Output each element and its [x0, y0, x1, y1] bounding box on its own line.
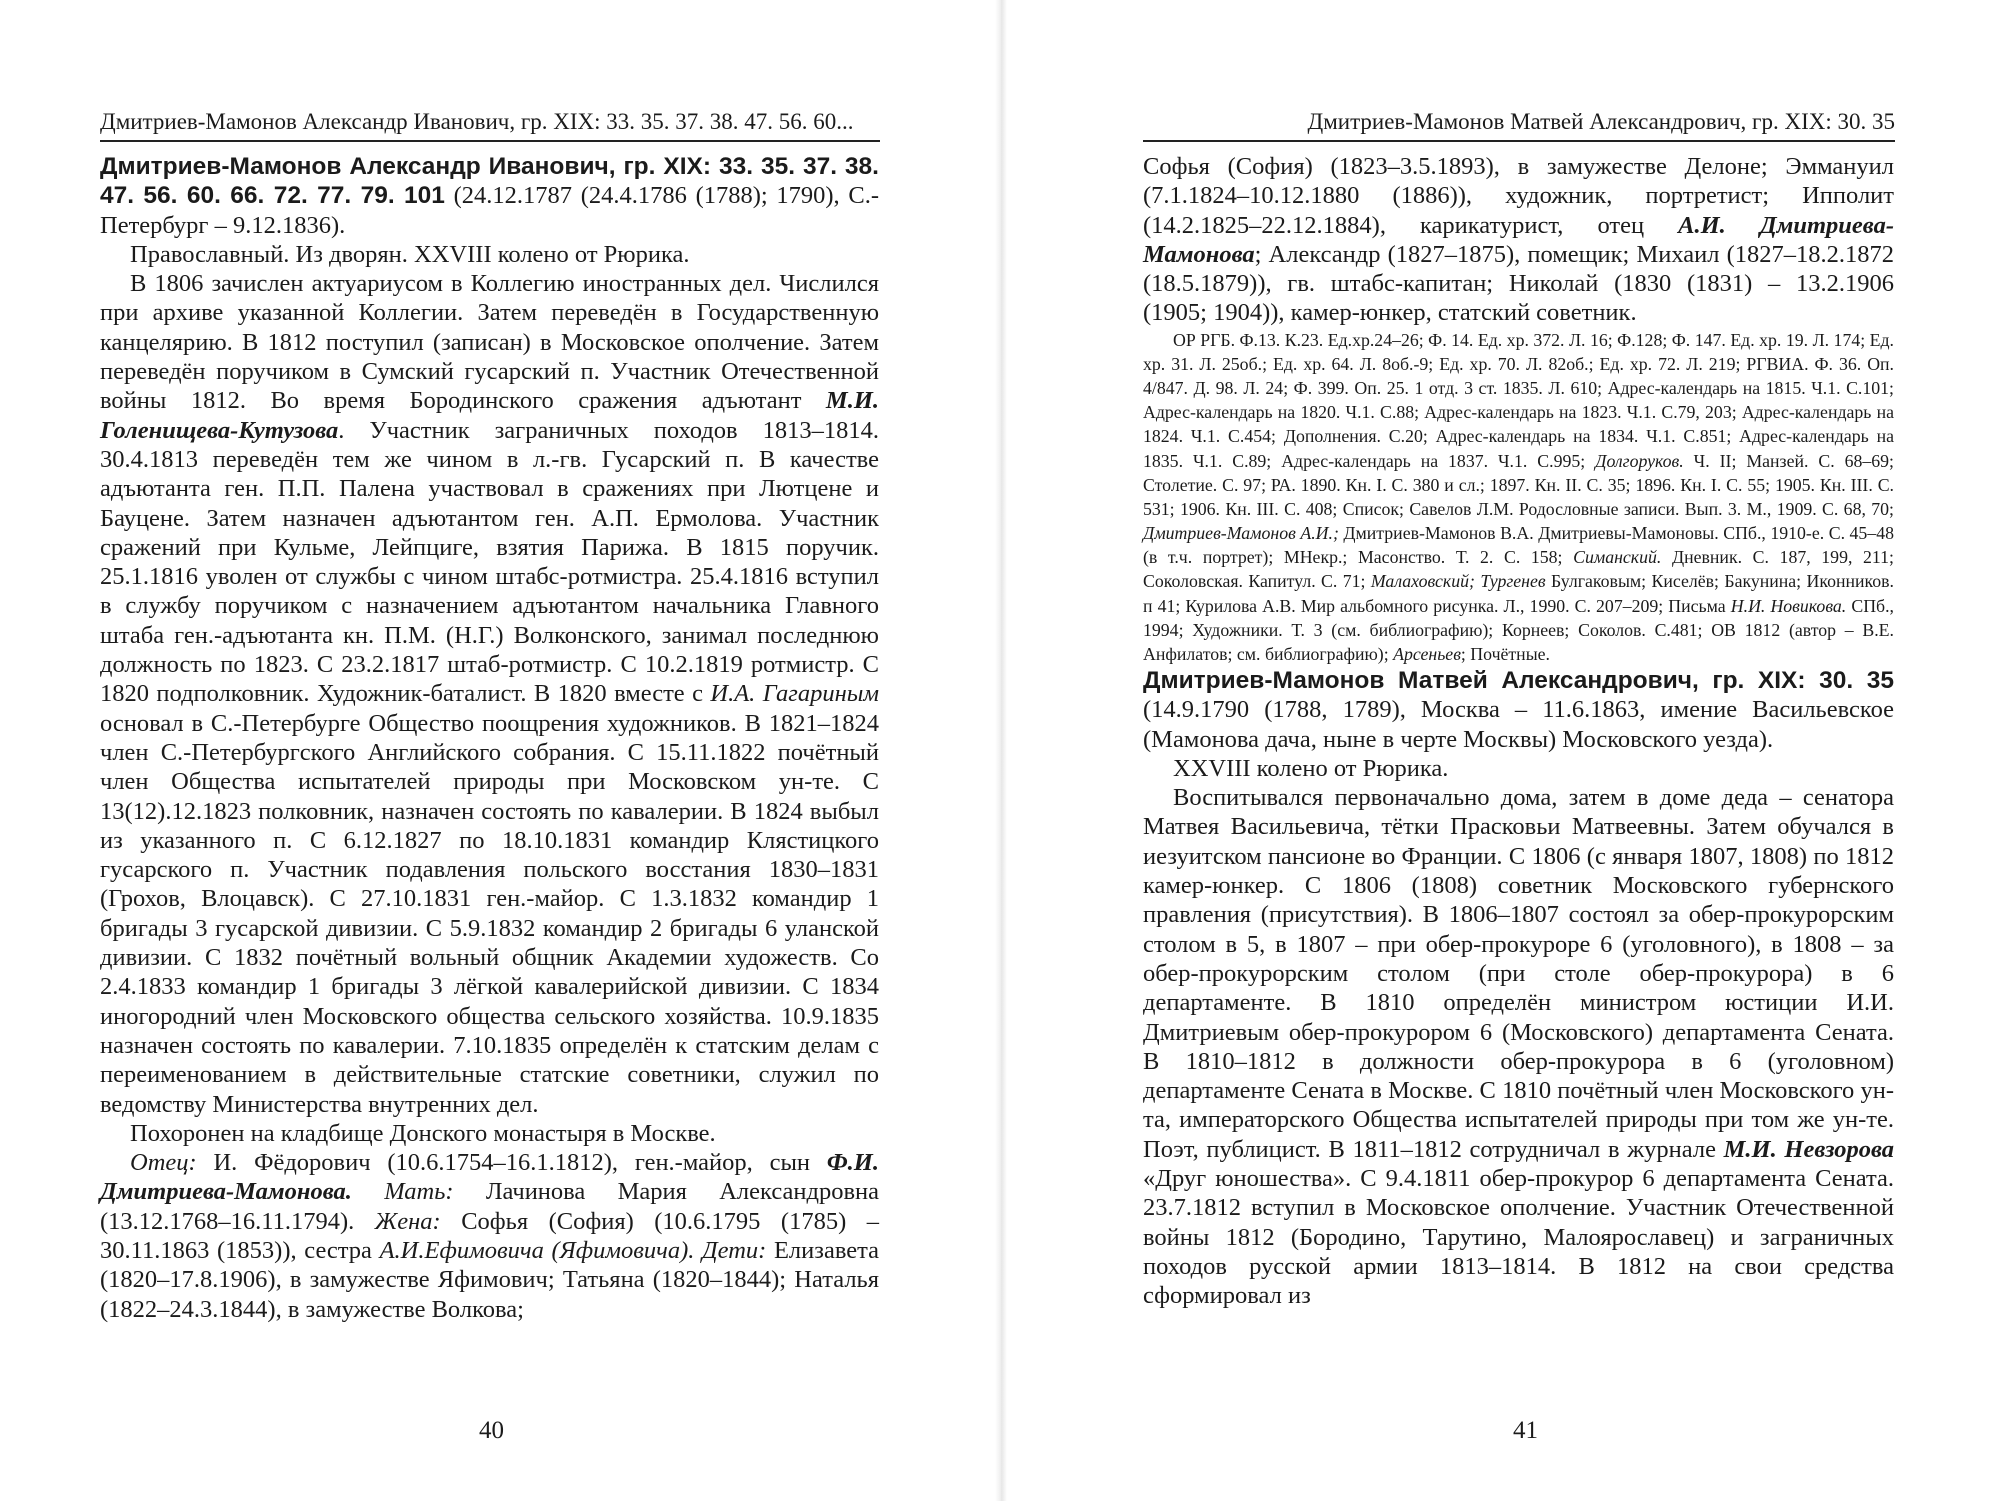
entry-heading	[100, 152, 879, 240]
refs-text-7: ; Почётные.	[1460, 643, 1550, 664]
refs-text-2: Ч. II; Манзей. С. 68–69; Столетие. С. 97; РА. 1890. Кн. I. С. 380 и сл.; 1897. Кн. II. С. 35; 1896. Кн. I. С. 55; 1905. Кн. III. С. 531; 1906. Кн. III. С. 408; Список; Савелов Л.М. Родословные записи. Вып. 3. М., 1909. С. 68, 70;	[1143, 450, 1894, 519]
refs-novikov: Н.И. Новикова.	[1730, 595, 1847, 616]
entry2-biography	[1143, 783, 1894, 1310]
entry2-origin: XXVIII колено от Рюрика.	[1173, 754, 1449, 782]
wife-label: Жена:	[374, 1207, 441, 1235]
children-continuation	[1143, 152, 1894, 328]
entry2-heading	[1143, 666, 1894, 754]
biography-paragraph	[100, 269, 879, 1119]
bio-text-1: В 1806 зачислен актуариусом в Коллегию иностранных дел. Числился при архиве указанной Коллегии. Затем переведён в Государственную канцелярию. В 1812 поступил (записан) в Московское ополчение. Затем переведён поручиком в Сумский гусарский п. Участник Отечественной войны 1812. Во время Бородинского сражения адъютант	[100, 270, 879, 415]
refs-malakhovsky: Малаховский; Тургенев	[1370, 571, 1546, 592]
bio-person-gagarin: И.А. Гагариным	[710, 680, 879, 708]
wife-brother-name: А.И.Ефимовича (Яфимовича).	[379, 1236, 695, 1264]
entry2-person-nevzorov: М.И. Невзорова	[1723, 1135, 1894, 1163]
entry-dates: (24.12.1787 (24.4.1786 (1788); 1790), С.-Петербург – 9.12.1836).	[100, 182, 879, 239]
entry-title: Дмитриев-Мамонов Александр Иванович, гр. XIX: 33. 35. 37. 38. 47. 56. 60. 66. 72. 77. 79. 101	[100, 153, 879, 210]
refs-text-1: ОР РГБ. Ф.13. К.23. Ед.хр.24–26; Ф. 14. Ед. хр. 372. Л. 16; Ф.128; Ф. 147. Ед. хр. 19. Л. 174; Ед. хр. 31. Л. 25об.; Ед. хр. 64. Л. 8об.-9; Ед. хр. 70. Л. 82об.; Ед. хр. 72. Л. 219; РГВИА. Ф. 36. Оп. 4/847. Д. 98. Л. 24; Ф. 399. Оп. 25. 1 отд. 3 ст. 1835. Л. 610; Адрес-календарь на 1815. Ч.1. С.101; Адрес-календарь на 1820. Ч.1. С.88; Адрес-календарь на 1823. Ч.1. С.79, 203; Адрес-календарь на 1824. Ч.1. С.454; Дополнения. С.20; Адрес-календарь на 1834. Ч.1. С.851; Адрес-календарь на 1835. Ч.1. С.89; Адрес-календарь на 1837. Ч.1. С.995;	[1143, 329, 1894, 471]
right-page-body	[1143, 152, 1894, 1311]
refs-simansky: Симанский.	[1573, 547, 1662, 568]
refs-text-5: Булгаковым; Киселёв; Бакунина; Иконников. п 41; Курилова А.В. Мир альбомного рисунка. Л., 1990. С. 207–209; Письма	[1143, 571, 1894, 616]
refs-text-6: СПб., 1994; Художники. Т. 3 (см. библиографию); Корнеев; Соколов. С.481; ОВ 1812 (автор – В.Е. Анфилатов; см. библиографию);	[1143, 595, 1894, 664]
page-number-right: 41	[1513, 1417, 1538, 1444]
right-page	[1000, 0, 2000, 1501]
header-rule-left	[100, 140, 880, 142]
refs-arsenyev: Арсеньев	[1393, 643, 1461, 664]
father-text: И. Фёдорович (10.6.1754–16.1.1812), ген.-майор, сын	[196, 1149, 827, 1177]
cont-text-1: Софья (София) (1823–3.5.1893), в замужестве Делоне; Эммануил (7.1.1824–10.12.1880 (1886)), художник, портретист; Ипполит (14.2.1825–22.12.1884), карикатурист, отец	[1143, 153, 1894, 239]
entry2-bio-text-1: Воспитывался первоначально дома, затем в доме деда – сенатора Матвея Васильевича, тётки Прасковьи Матвеевны. Затем обучался в иезуитском пансионе во Франции. С 1806 (с января 1807, 1808) по 1812 камер-юнкер. С 1806 (1808) советник Московского губернского правления (присутствия). В 1806–1807 состоял за обер-прокурорским столом в 5, в 1807 – при обер-прокуроре 6 (уголовного), в 1808 – за обер-прокурорским столом (при столе обер-прокурора) в 6 департаменте. В 1810 определён министром юстиции И.И. Дмитриевым обер-прокурором 6 (Московского) департамента Сената. В 1810–1812 в должности обер-прокурора в 6 (уголовном) департаменте Сената в Москве. С 1810 почётный член Московского ун-та, императорского Общества испытателей природы при том же ун-те. Поэт, публицист. В 1811–1812 сотрудничал в журнале	[1143, 784, 1894, 1163]
cont-person-name: А.И. Дмитриева-Мамонова	[1143, 211, 1894, 268]
father-label: Отец:	[130, 1149, 197, 1177]
bio-text-3: основал в С.-Петербурге Общество поощрения художников. В 1821–1824 член С.-Петербургского Английского собрания. С 15.11.1822 почётный член Общества испытателей природы при Московском ун-те. С 13(12).12.1823 полковник, назначен состоять по кавалерии. В 1824 выбыл из указанного п. С 6.12.1827 по 18.10.1831 командир Клястицкого гусарского п. Участник подавления польского восстания 1830–1831 (Грохов, Влоцавск). С 27.10.1831 ген.-майор. С 1.3.1832 командир 1 бригады 3 гусарской дивизии. С 5.9.1832 командир 2 бригады 6 уланской дивизии. С 1832 почётный вольный общник Академии художеств. Со 2.4.1833 командир 1 бригады 3 лёгкой кавалерийской дивизии. С 1834 иногородний член Московского общества сельского хозяйства. 10.9.1835 назначен состоять по кавалерии. 7.10.1835 определён к статским делам с переименованием в действительные статские советники, служил по ведомству Министерства внутренних дел.	[100, 709, 879, 1118]
refs-text-3: Дмитриев-Мамонов В.А. Дмитриевы-Мамоновы. СПб., 1910-е. С. 45–48 (в т.ч. портрет); МНекр.; Масонство. Т. 2. С. 158;	[1143, 523, 1894, 568]
header-rule-right	[1143, 140, 1895, 142]
entry2-dates: (14.9.1790 (1788, 1789), Москва – 11.6.1863, имение Васильевское (Мамонова дача, ныне в черте Москвы) Московского уезда).	[1143, 696, 1894, 753]
family-paragraph	[100, 1148, 879, 1324]
father-name: Ф.И. Дмитриева-Мамонова.	[100, 1149, 879, 1206]
children-label: Дети:	[694, 1236, 767, 1264]
origin-paragraph: Православный. Из дворян. XXVIII колено от Рюрика.	[130, 240, 690, 268]
cont-text-2: ; Александр (1827–1875), помещик; Михаил (1827–18.2.1872 (18.5.1879)), гв. штабс-капитан; Николай (1830 (1831) – 13.2.1906 (1905; 1904)), камер-юнкер, статский советник.	[1143, 240, 1894, 327]
refs-dmitriev-mamonov: Дмитриев-Мамонов А.И.;	[1143, 523, 1339, 544]
page-number-left: 40	[479, 1417, 504, 1444]
children-text: Елизавета (1820–17.8.1906), в замужестве Яфимович; Татьяна (1820–1844); Наталья (1822–24.3.1844), в замужестве Волкова;	[100, 1236, 879, 1323]
left-page-body	[100, 152, 879, 1324]
entry2-bio-text-2: «Друг юношества». С 9.4.1811 обер-прокурор 6 департамента Сената. 23.7.1812 вступил в Московское ополчение. Участник Отечественной войны 1812 (Бородино, Тарутино, Малоярославец) и заграничных походов русской армии 1813–1814. В 1812 на свои средства сформировал из	[1143, 1165, 1894, 1310]
mother-label: Мать:	[351, 1178, 454, 1206]
refs-dolgorukov: Долгоруков.	[1595, 450, 1684, 471]
bio-person-kutuzov: М.И. Голенищева-Кутузова	[100, 387, 879, 444]
bio-text-2: . Участник заграничных походов 1813–1814. 30.4.1813 переведён тем же чином в л.-гв. Гусарский п. В качестве адъютанта ген. П.П. Палена участвовал в сражениях при Лютцене и Бауцене. Затем назначен адъютантом ген. А.П. Ермолова. Участник сражений при Кульме, Лейпциге, взятия Парижа. В 1815 поручик. 25.1.1816 уволен от службы с чином штабс-ротмистра. 25.4.1816 вступил в службу поручиком с назначением адъютантом начальника Главного штаба ген.-адъютанта кн. П.М. (Н.Г.) Волконского, занимал последнюю должность по 1823. С 23.2.1817 штаб-ротмистр. С 10.2.1819 ротмистр. С 1820 подполковник. Художник-баталист. В 1820 вместе с	[100, 416, 879, 708]
running-head-right: Дмитриев-Мамонов Матвей Александрович, гр. XIX: 30. 35	[1307, 109, 1895, 134]
mother-text: Лачинова Мария Александровна (13.12.1768–16.11.1794).	[100, 1178, 879, 1235]
references-block	[1143, 328, 1894, 666]
refs-text-4: Дневник. С. 187, 199, 211; Соколовская. Капитул. С. 71;	[1143, 547, 1894, 592]
running-head-left: Дмитриев-Мамонов Александр Иванович, гр. XIX: 33. 35. 37. 38. 47. 56. 60...	[100, 109, 854, 134]
burial-paragraph: Похоронен на кладбище Донского монастыря в Москве.	[130, 1119, 716, 1147]
entry2-title: Дмитриев-Мамонов Матвей Александрович, гр. XIX: 30. 35	[1143, 666, 1894, 694]
wife-text: Софья (София) (10.6.1795 (1785) – 30.11.1863 (1853)), сестра	[100, 1207, 879, 1264]
